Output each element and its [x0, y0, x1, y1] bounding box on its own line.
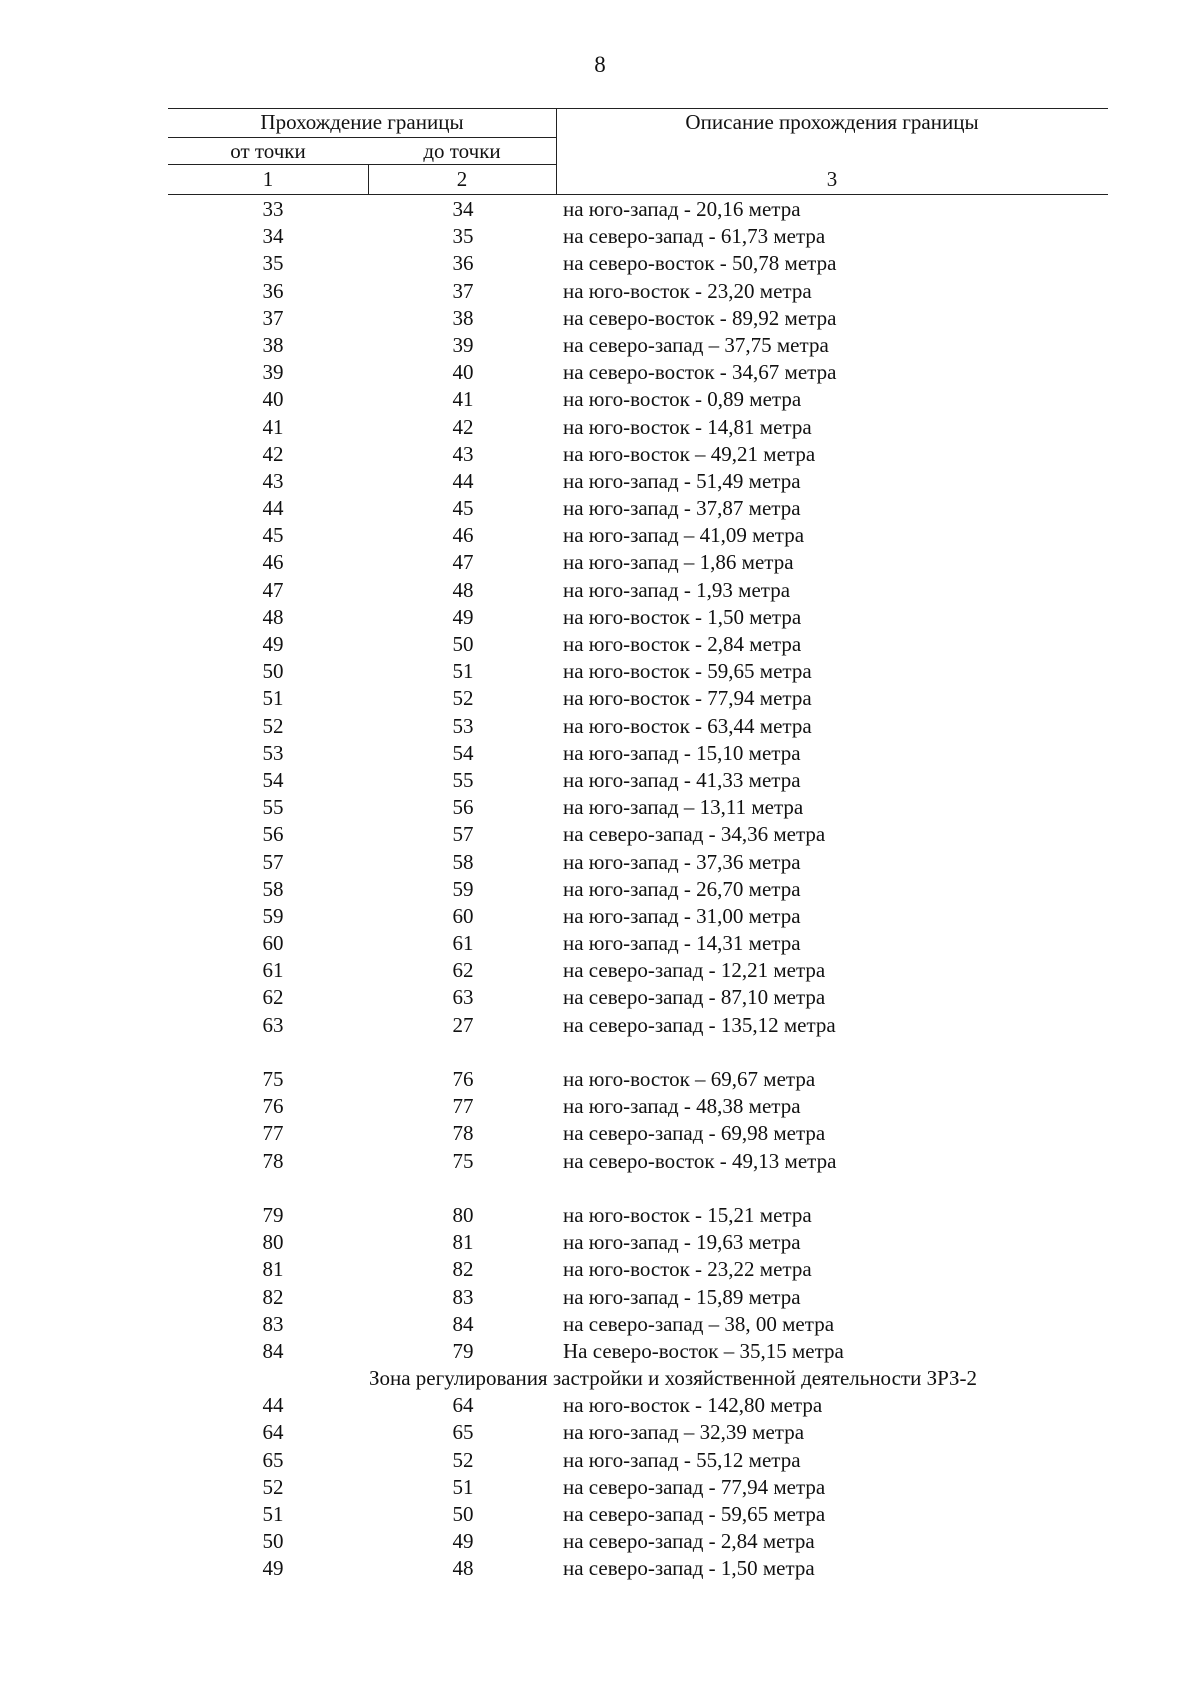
- to-point: 27: [452, 1012, 474, 1037]
- from-point: 64: [262, 1420, 284, 1445]
- to-point: 51: [452, 659, 474, 684]
- boundary-description: на северо-запад - 87,10 метра: [563, 985, 826, 1010]
- from-point: 46: [262, 550, 284, 575]
- boundary-description: на северо-запад - 135,12 метра: [563, 1012, 836, 1037]
- from-point: 83: [262, 1311, 284, 1336]
- to-point: 62: [452, 958, 474, 983]
- boundary-description: на северо-запад - 12,21 метра: [563, 958, 826, 983]
- boundary-description: на северо-запад – 37,75 метра: [563, 332, 829, 357]
- boundary-description: на юго-восток - 14,81 метра: [563, 414, 812, 439]
- table-row: [168, 984, 1108, 1011]
- boundary-description: на юго-восток - 1,50 метра: [563, 604, 802, 629]
- header-group-label: Прохождение границы: [260, 110, 464, 134]
- to-point: 50: [452, 632, 474, 656]
- from-point: 45: [262, 523, 284, 548]
- table-row: [168, 821, 1108, 848]
- from-point: 34: [262, 224, 284, 249]
- from-point: 37: [262, 305, 284, 330]
- table-row: [168, 332, 1108, 359]
- table-row: [168, 1093, 1108, 1120]
- to-point: 53: [452, 713, 474, 738]
- from-point: 52: [262, 713, 284, 738]
- from-point: 79: [262, 1202, 284, 1227]
- zone-title: Зона регулирования застройки и хозяйственной деятельности ЗРЗ-2: [368, 1366, 978, 1391]
- from-point: 38: [262, 332, 284, 357]
- header-col2: 2: [456, 167, 468, 191]
- to-point: 40: [452, 360, 474, 385]
- from-point: 50: [262, 659, 284, 684]
- boundary-description: на юго-восток – 69,67 метра: [563, 1067, 816, 1091]
- header-col1: 1: [262, 167, 274, 191]
- to-point: 55: [452, 767, 474, 792]
- from-point: 35: [262, 251, 284, 276]
- boundary-description: на юго-восток - 59,65 метра: [563, 659, 812, 684]
- from-point: 57: [262, 849, 284, 874]
- header-top-rule: [168, 108, 1108, 109]
- boundary-description: на северо-запад - 34,36 метра: [563, 822, 826, 847]
- boundary-description: на юго-восток - 15,21 метра: [563, 1202, 812, 1227]
- boundary-description: на юго-запад - 41,33 метра: [563, 767, 801, 792]
- from-point: 39: [262, 360, 284, 385]
- from-point: 58: [262, 876, 284, 901]
- page-number: 8: [594, 52, 606, 77]
- to-point: 36: [452, 251, 474, 276]
- to-point: 59: [452, 876, 474, 901]
- boundary-description: на юго-запад – 41,09 метра: [563, 523, 805, 548]
- boundary-description: на юго-восток - 23,22 метра: [563, 1257, 812, 1282]
- table-row: [168, 468, 1108, 495]
- boundary-description: на юго-запад – 13,11 метра: [563, 795, 804, 820]
- from-point: 41: [262, 414, 284, 439]
- to-point: 50: [452, 1502, 474, 1526]
- boundary-description: на северо-запад - 61,73 метра: [563, 224, 826, 249]
- boundary-description: на северо-восток - 89,92 метра: [563, 305, 837, 330]
- to-point: 78: [452, 1121, 474, 1146]
- boundary-description: на юго-запад - 37,87 метра: [563, 496, 801, 521]
- from-point: 50: [262, 1529, 284, 1554]
- group-spacer: [168, 1175, 1108, 1202]
- to-point: 38: [452, 305, 474, 330]
- to-point: 64: [452, 1393, 474, 1418]
- from-point: 61: [262, 958, 284, 983]
- boundary-description: на юго-запад - 15,89 метра: [563, 1284, 801, 1309]
- table-row: [168, 1284, 1108, 1311]
- from-point: 80: [262, 1230, 284, 1255]
- boundary-description: на северо-запад - 2,84 метра: [563, 1529, 815, 1554]
- table-row: [168, 930, 1108, 957]
- to-point: 52: [452, 1447, 474, 1472]
- from-point: 42: [262, 441, 284, 466]
- table-row: [168, 767, 1108, 794]
- table-row: [168, 740, 1108, 767]
- table-row: [168, 876, 1108, 903]
- table-row: [168, 495, 1108, 522]
- boundary-description: на северо-запад - 1,50 метра: [563, 1556, 815, 1581]
- to-point: 44: [452, 468, 474, 493]
- table-row: [168, 1528, 1108, 1555]
- table-row: [168, 658, 1108, 685]
- from-point: 49: [262, 632, 284, 656]
- boundary-description: на юго-восток - 142,80 метра: [563, 1393, 823, 1418]
- from-point: 53: [262, 740, 284, 765]
- table-row: [168, 359, 1108, 386]
- to-point: 58: [452, 849, 474, 874]
- from-point: 44: [262, 1393, 284, 1418]
- table-row: [168, 957, 1108, 984]
- to-point: 82: [452, 1257, 474, 1282]
- from-point: 44: [262, 496, 284, 521]
- boundary-description: на северо-запад - 69,98 метра: [563, 1121, 826, 1146]
- to-point: 43: [452, 441, 474, 466]
- from-point: 60: [262, 931, 284, 956]
- from-point: 36: [262, 278, 284, 303]
- table-row: [168, 1202, 1108, 1229]
- to-point: 46: [452, 523, 474, 548]
- table-row: [168, 794, 1108, 821]
- table-row: [168, 604, 1108, 631]
- boundary-description: на северо-восток - 50,78 метра: [563, 251, 837, 276]
- boundary-description: на юго-запад - 1,93 метра: [563, 577, 791, 602]
- from-point: 77: [262, 1121, 284, 1146]
- table-row: [168, 1474, 1108, 1501]
- boundary-description: на юго-восток – 49,21 метра: [563, 441, 816, 466]
- to-point: 54: [452, 740, 474, 765]
- to-point: 75: [452, 1148, 474, 1173]
- boundary-description: на юго-запад - 37,36 метра: [563, 849, 801, 874]
- header-sub-rule: [168, 164, 556, 165]
- boundary-description: на юго-запад - 20,16 метра: [563, 197, 801, 221]
- table-row: [168, 1501, 1108, 1528]
- table-row: [168, 903, 1108, 930]
- from-point: 43: [262, 468, 284, 493]
- boundary-description: на юго-запад - 51,49 метра: [563, 468, 801, 493]
- to-point: 65: [452, 1420, 474, 1445]
- from-point: 55: [262, 795, 284, 820]
- table-row: [168, 631, 1108, 658]
- header-bottom-rule: [168, 194, 1108, 195]
- table-row: [168, 1311, 1108, 1338]
- boundary-description: на северо-запад – 38, 00 метра: [563, 1311, 835, 1336]
- boundary-description: на юго-запад - 31,00 метра: [563, 903, 801, 928]
- boundary-description: на юго-восток - 0,89 метра: [563, 387, 802, 412]
- boundary-description: на юго-запад - 55,12 метра: [563, 1447, 801, 1472]
- to-point: 48: [452, 1556, 474, 1581]
- to-point: 47: [452, 550, 474, 575]
- from-point: 52: [262, 1474, 284, 1499]
- to-point: 61: [452, 931, 474, 956]
- boundary-description: на юго-запад - 19,63 метра: [563, 1230, 801, 1255]
- table-row: [168, 1229, 1108, 1256]
- table-row: [168, 1120, 1108, 1147]
- to-point: 49: [452, 1529, 474, 1554]
- from-point: 47: [262, 577, 284, 602]
- boundary-table-body: [168, 196, 1108, 1583]
- to-point: 45: [452, 496, 474, 521]
- header-group-rule: [168, 137, 556, 138]
- boundary-description: на юго-запад – 1,86 метра: [563, 550, 794, 575]
- to-point: 60: [452, 903, 474, 928]
- from-point: 40: [262, 387, 284, 412]
- to-point: 76: [452, 1067, 474, 1091]
- from-point: 62: [262, 985, 284, 1010]
- to-point: 51: [452, 1474, 474, 1499]
- boundary-description: на юго-восток - 77,94 метра: [563, 686, 812, 711]
- table-row: [168, 278, 1108, 305]
- table-row: [168, 305, 1108, 332]
- from-point: 51: [262, 686, 284, 711]
- header-to-label: до точки: [423, 139, 501, 163]
- header-from-label: от точки: [230, 139, 306, 163]
- to-point: 48: [452, 577, 474, 602]
- to-point: 77: [452, 1094, 474, 1119]
- boundary-description: на северо-восток - 49,13 метра: [563, 1148, 837, 1173]
- to-point: 42: [452, 414, 474, 439]
- to-point: 35: [452, 224, 474, 249]
- header-desc-label: Описание прохождения границы: [685, 110, 979, 134]
- group-spacer: [168, 1039, 1108, 1066]
- boundary-description: на юго-запад - 48,38 метра: [563, 1094, 801, 1119]
- from-point: 54: [262, 767, 284, 792]
- table-row: [168, 1419, 1108, 1446]
- boundary-description: на юго-запад - 15,10 метра: [563, 740, 801, 765]
- to-point: 63: [452, 985, 474, 1010]
- table-row: [168, 713, 1108, 740]
- table-row: [168, 414, 1108, 441]
- to-point: 80: [452, 1202, 474, 1227]
- table-row: [168, 1447, 1108, 1474]
- boundary-description: На северо-восток – 35,15 метра: [563, 1338, 844, 1363]
- from-point: 65: [262, 1447, 284, 1472]
- from-point: 33: [262, 197, 284, 221]
- table-row: [168, 1555, 1108, 1582]
- from-point: 75: [262, 1067, 284, 1091]
- to-point: 41: [452, 387, 474, 412]
- to-point: 39: [452, 332, 474, 357]
- table-row: [168, 1066, 1108, 1093]
- to-point: 84: [452, 1311, 474, 1336]
- table-row: [168, 386, 1108, 413]
- table-header: [168, 108, 1108, 200]
- table-row: [168, 1256, 1108, 1283]
- from-point: 78: [262, 1148, 284, 1173]
- from-point: 59: [262, 903, 284, 928]
- from-point: 63: [262, 1012, 284, 1037]
- to-point: 49: [452, 604, 474, 629]
- table-row: [168, 849, 1108, 876]
- table-row: [168, 1148, 1108, 1175]
- table-row: [168, 1012, 1108, 1039]
- table-row: [168, 549, 1108, 576]
- to-point: 37: [452, 278, 474, 303]
- from-point: 49: [262, 1556, 284, 1581]
- boundary-description: на юго-запад – 32,39 метра: [563, 1420, 805, 1445]
- to-point: 79: [452, 1338, 474, 1363]
- header-col3: 3: [826, 167, 838, 191]
- boundary-description: на северо-запад - 59,65 метра: [563, 1502, 826, 1526]
- to-point: 57: [452, 822, 474, 847]
- boundary-description: на юго-запад - 14,31 метра: [563, 931, 801, 956]
- table-row: [168, 1392, 1108, 1419]
- to-point: 52: [452, 686, 474, 711]
- table-row: [168, 441, 1108, 468]
- table-row: [168, 223, 1108, 250]
- from-point: 84: [262, 1338, 284, 1363]
- from-point: 81: [262, 1257, 284, 1282]
- table-row: [168, 685, 1108, 712]
- table-row: [168, 250, 1108, 277]
- boundary-description: на юго-восток - 23,20 метра: [563, 278, 812, 303]
- to-point: 56: [452, 795, 474, 820]
- to-point: 34: [452, 197, 474, 221]
- to-point: 83: [452, 1284, 474, 1309]
- boundary-description: на юго-запад - 26,70 метра: [563, 876, 801, 901]
- from-point: 82: [262, 1284, 284, 1309]
- boundary-description: на северо-запад - 77,94 метра: [563, 1474, 826, 1499]
- from-point: 56: [262, 822, 284, 847]
- table-row: [168, 522, 1108, 549]
- to-point: 81: [452, 1230, 474, 1255]
- boundary-description: на юго-восток - 63,44 метра: [563, 713, 812, 738]
- boundary-description: на северо-восток - 34,67 метра: [563, 360, 837, 385]
- from-point: 76: [262, 1094, 284, 1119]
- from-point: 48: [262, 604, 284, 629]
- table-row: [168, 577, 1108, 604]
- table-row: [168, 1338, 1108, 1365]
- table-row: [168, 196, 1108, 223]
- boundary-description: на юго-восток - 2,84 метра: [563, 632, 802, 656]
- from-point: 51: [262, 1502, 284, 1526]
